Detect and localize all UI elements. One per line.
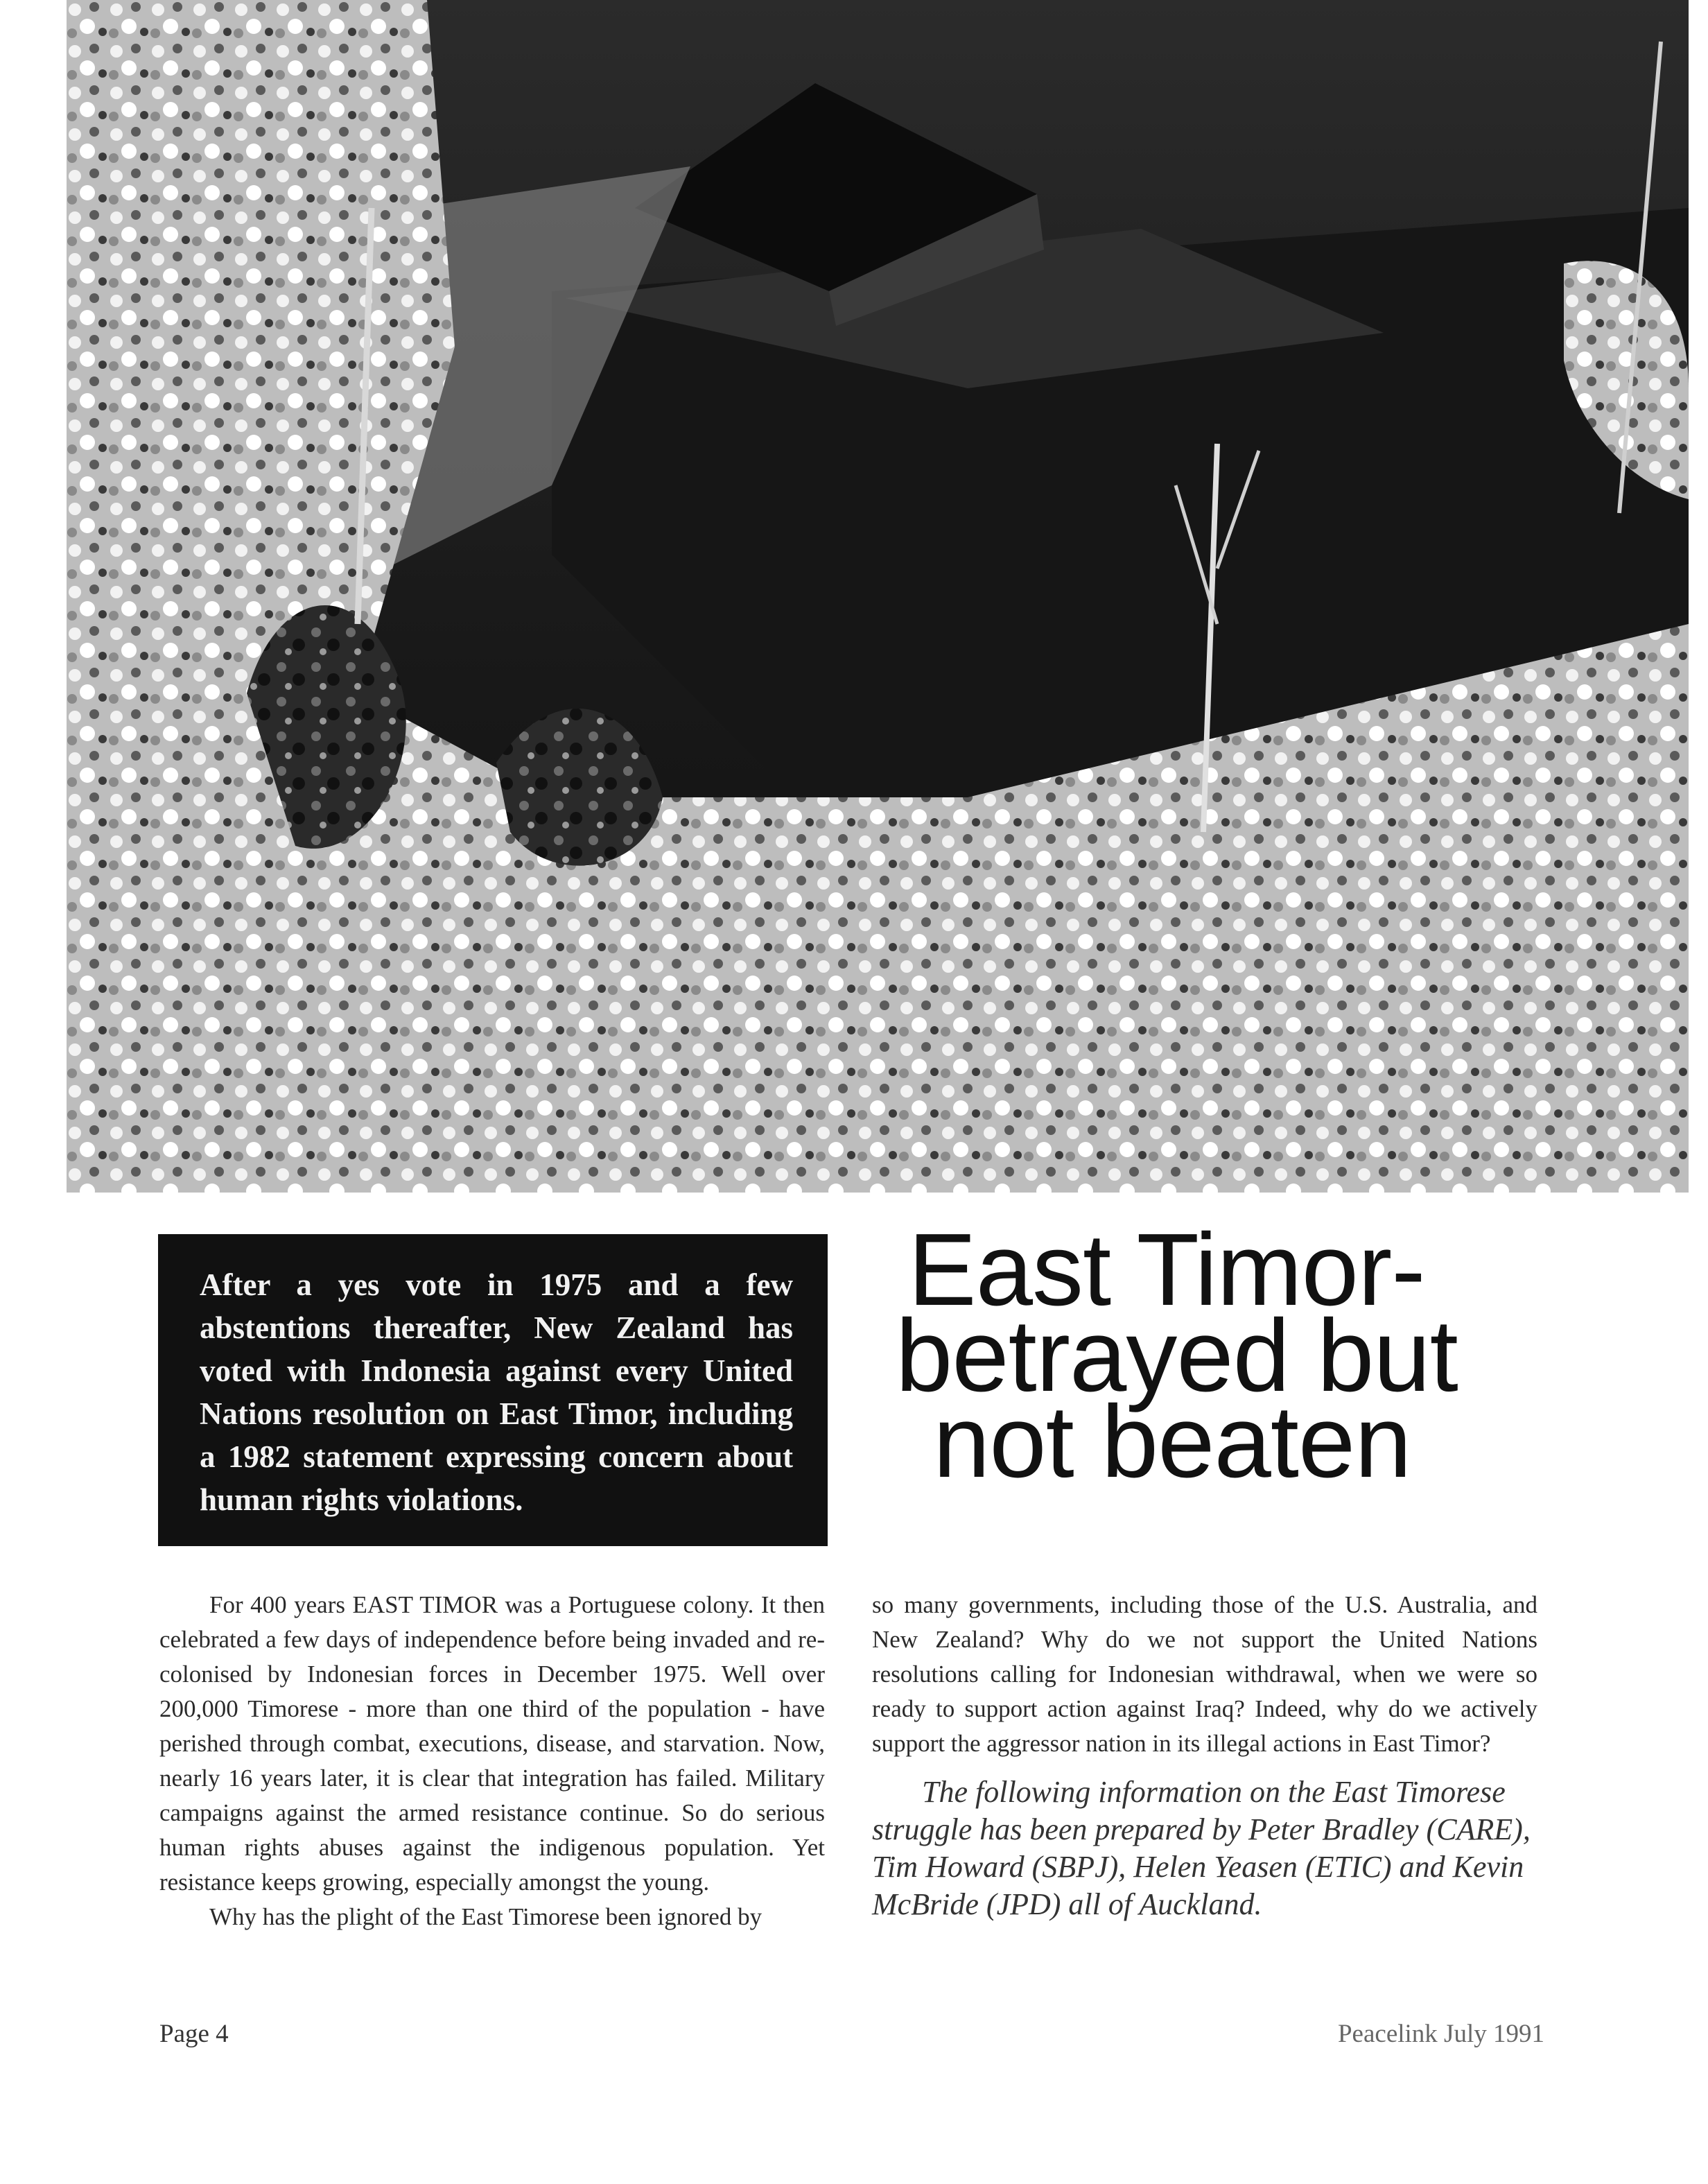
article-column-right [872, 1588, 1537, 1923]
headline [887, 1213, 1580, 1499]
article-credits: The following information on the East Timorese struggle has been prepared by Peter Bradley (CARE), Tim Howard (SBPJ), Helen Yeasen (ETIC) and Kevin McBride (JPD) all of Auckland. [872, 1775, 1531, 1921]
landscape-photo [67, 0, 1689, 1193]
callout-box [158, 1234, 828, 1546]
article-column-left [159, 1588, 825, 1934]
issue-label: Peacelink July 1991 [1337, 2020, 1544, 2048]
headline-line-1: East Timor- [908, 1213, 1425, 1327]
article-paragraph: so many governments, including those of the U.S. Australia, and New Zealand? Why do we not support the United Nations resolutions calling for Indonesian withdrawal, when we were so ready to support action against Iraq? Indeed, why do we actively support the aggressor nation in its illegal actions in East Timor? [872, 1591, 1537, 1757]
landscape-photo-icon [67, 0, 1689, 1193]
callout-text: After a yes vote in 1975 and a few abstentions thereafter, New Zealand has voted with Indonesia against every United Nations resolution on East Timor, including a 1982 statement expressing concern about human rights violations. [200, 1267, 793, 1517]
headline-line-3: not beaten [933, 1385, 1411, 1499]
headline-line-2: betrayed but [896, 1299, 1458, 1413]
page-number: Page 4 [159, 2020, 229, 2048]
article-paragraph: For 400 years EAST TIMOR was a Portuguese colony. It then celebrated a few days of independence before being invaded and re-colonised by Indonesian forces in December 1975. Well over 200,000 Timorese - more than one third of the population - have perished through combat, executions, disease, and starvation. Now, nearly 16 years later, it is clear that integration has failed. Military campaigns against the armed resistance continue. So do serious human rights abuses against the indigenous population. Yet resistance keeps growing, especially amongst the young. [159, 1591, 825, 1896]
article-paragraph: Why has the plight of the East Timorese been ignored by [209, 1903, 762, 1930]
